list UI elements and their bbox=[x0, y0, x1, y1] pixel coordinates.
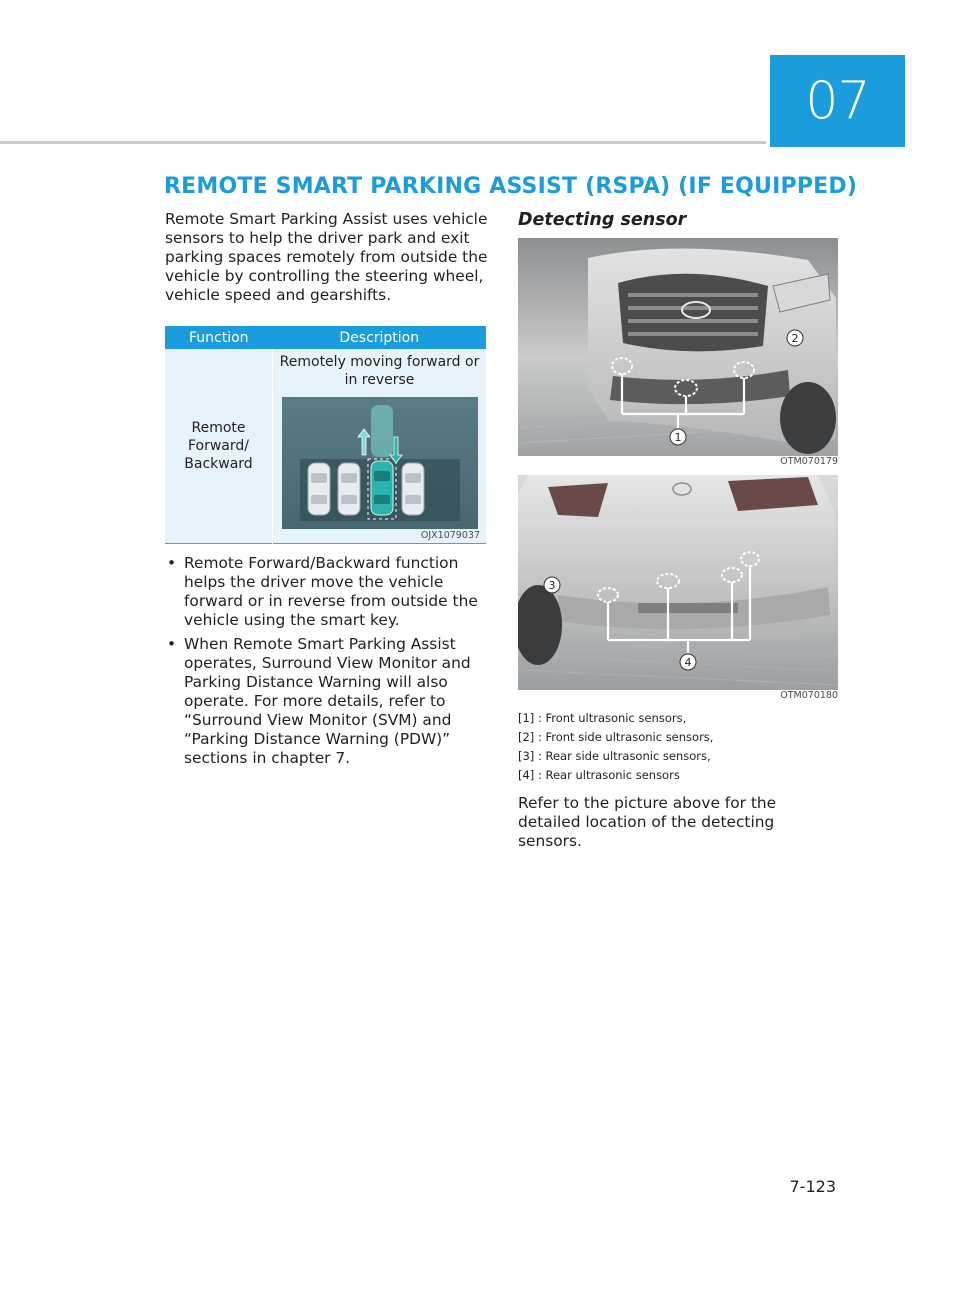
chapter-tab bbox=[770, 55, 905, 147]
rear-sensors-photo bbox=[518, 475, 838, 690]
front-sensors-photo bbox=[518, 238, 838, 456]
figure-code-front: OTM070179 bbox=[780, 456, 838, 467]
parked-car-left-1 bbox=[308, 463, 330, 515]
function-cell bbox=[165, 349, 273, 544]
right-column bbox=[518, 210, 838, 851]
description-text: Remotely moving forward or in reverse bbox=[279, 354, 480, 388]
list-item bbox=[165, 635, 490, 768]
table-row bbox=[165, 349, 486, 544]
chapter-number: 07 bbox=[805, 71, 870, 131]
marker-4: 4 bbox=[684, 656, 692, 669]
parked-car-right bbox=[402, 463, 424, 515]
figure-code-rear: OTM070180 bbox=[780, 690, 838, 701]
table-header-function: Function bbox=[165, 326, 273, 349]
detecting-sensor-heading: Detecting sensor bbox=[518, 210, 687, 230]
legend-item: [4] : Rear ultrasonic sensors bbox=[518, 768, 680, 782]
page-number: 7-123 bbox=[789, 1177, 836, 1196]
description-cell bbox=[273, 349, 487, 544]
intro-paragraph: Remote Smart Parking Assist uses vehicle sensors to help the driver park and exit parking spaces remotely from outside the vehicle by controlling the steering wheel, vehicle speed and gearshifts. bbox=[165, 210, 488, 304]
bullet-icon: • bbox=[167, 554, 177, 572]
legend-item: [1] : Front ultrasonic sensors, bbox=[518, 711, 687, 725]
left-column bbox=[165, 210, 490, 773]
parking-illustration bbox=[279, 397, 480, 529]
bullet-text: Remote Forward/Backward function helps the driver move the vehicle forward or in reverse from outside the vehicle using the smart key. bbox=[184, 554, 478, 629]
marker-2: 2 bbox=[791, 332, 799, 345]
legend-item: [3] : Rear side ultrasonic sensors, bbox=[518, 749, 711, 763]
parked-car-left-2 bbox=[338, 463, 360, 515]
bullet-icon: • bbox=[167, 635, 177, 653]
reference-note: Refer to the picture above for the detailed location of the detecting sensors. bbox=[518, 794, 777, 850]
bullet-list bbox=[165, 554, 490, 768]
function-table bbox=[165, 326, 486, 544]
list-item bbox=[165, 554, 490, 630]
legend-item: [2] : Front side ultrasonic sensors, bbox=[518, 730, 714, 744]
marker-3: 3 bbox=[548, 579, 556, 592]
header-rule bbox=[0, 141, 766, 144]
figure-code: OJX1079037 bbox=[420, 530, 480, 541]
function-name: Remote Forward/ Backward bbox=[184, 420, 253, 472]
bullet-text: When Remote Smart Parking Assist operates, Surround View Monitor and Parking Distance Warning will also operate. For more details, refer to “Surround View Monitor (SVM) and “Parking Distance Warning (PDW)” sections in chapter 7. bbox=[184, 635, 471, 767]
section-title: REMOTE SMART PARKING ASSIST (RSPA) (IF EQUIPPED) bbox=[164, 174, 858, 199]
table-header-description: Description bbox=[273, 326, 487, 349]
sensor-legend bbox=[518, 709, 838, 785]
marker-1: 1 bbox=[674, 431, 682, 444]
